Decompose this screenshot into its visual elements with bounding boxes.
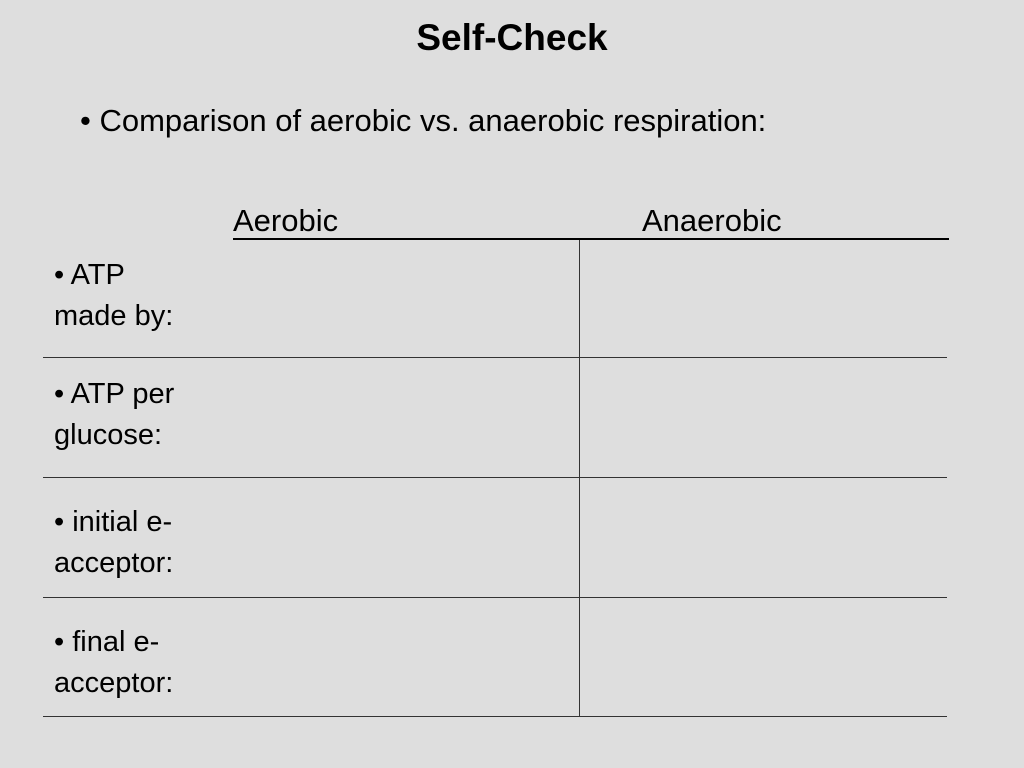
row-label-line: acceptor: <box>54 667 174 699</box>
cell-anaerobic <box>580 240 947 357</box>
row-label-line: acceptor: <box>54 547 174 579</box>
column-header-anaerobic: Anaerobic <box>642 203 782 238</box>
row-label-atp-made-by <box>54 255 173 337</box>
row-label-line: • final e- <box>54 626 160 658</box>
slide-title: Self-Check <box>416 17 608 58</box>
cell-anaerobic <box>580 358 947 477</box>
cell-anaerobic <box>580 598 947 716</box>
cell-aerobic <box>200 478 579 597</box>
cell-aerobic <box>200 358 579 477</box>
intro-bullet: • Comparison of aerobic vs. anaerobic respiration: <box>80 103 767 138</box>
row-label-line: • initial e- <box>54 506 173 538</box>
row-label-line: • ATP <box>54 259 125 291</box>
cell-anaerobic <box>580 478 947 597</box>
cell-aerobic <box>200 240 579 357</box>
row-label-line: made by: <box>54 300 174 332</box>
row-label-line: glucose: <box>54 419 163 451</box>
row-divider <box>43 716 947 717</box>
column-header-aerobic: Aerobic <box>233 203 339 238</box>
cell-aerobic <box>200 598 579 716</box>
row-label-line: • ATP per <box>54 378 175 410</box>
row-label-atp-per-glucose <box>54 374 174 456</box>
row-label-final-e-acceptor <box>54 622 173 704</box>
row-label-initial-e-acceptor <box>54 502 173 584</box>
